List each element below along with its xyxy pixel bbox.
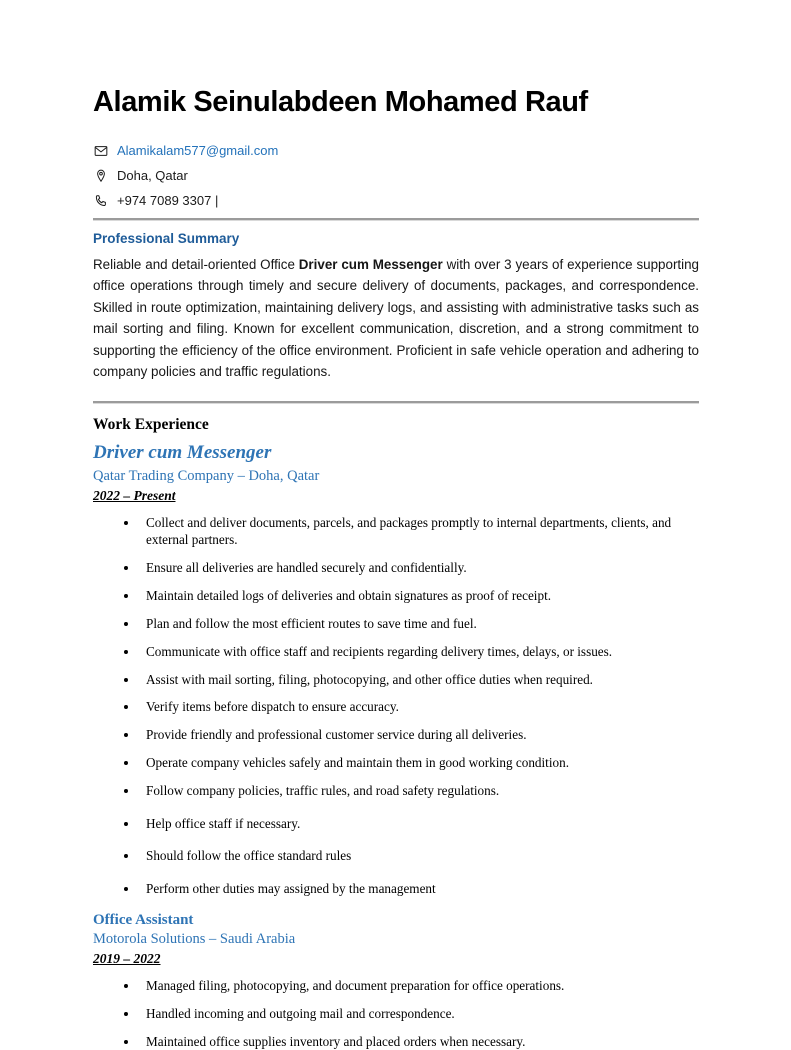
location-text: Doha, Qatar xyxy=(117,168,188,183)
bullet-item: • Communicate with office staff and recipients regarding delivery times, delays, or issues. xyxy=(139,643,699,661)
bullet-item: • Handled incoming and outgoing mail and correspondence. xyxy=(139,1005,699,1023)
job-entry-office-assistant xyxy=(93,912,699,1050)
job-entry-driver-cum-messenger xyxy=(93,442,699,898)
bullet-item: • Verify items before dispatch to ensure accuracy. xyxy=(139,698,699,716)
job-bullet-list xyxy=(93,977,699,1050)
email-icon xyxy=(93,143,108,158)
bullet-item: • Help office staff if necessary. xyxy=(139,815,699,833)
bullet-item: • Operate company vehicles safely and maintain them in good working condition. xyxy=(139,754,699,772)
bullet-item: • Collect and deliver documents, parcels, and packages promptly to internal departments, clients, and external partners. xyxy=(139,514,699,550)
bullet-item: • Maintain detailed logs of deliveries and obtain signatures as proof of receipt. xyxy=(139,587,699,605)
contact-block xyxy=(93,143,699,208)
job-dates: 2019 – 2022 xyxy=(93,951,161,966)
bullet-item: • Plan and follow the most efficient routes to save time and fuel. xyxy=(139,615,699,633)
job-title: Driver cum Messenger xyxy=(93,441,272,463)
contact-location-line xyxy=(93,168,699,183)
job-company: Motorola Solutions – Saudi Arabia xyxy=(93,931,296,947)
job-bullet-list xyxy=(93,514,699,898)
section-divider-top xyxy=(93,218,699,221)
contact-email-line xyxy=(93,143,699,158)
bullet-item: • Provide friendly and professional customer service during all deliveries. xyxy=(139,726,699,744)
bullet-item: • Follow company policies, traffic rules, and road safety regulations. xyxy=(139,782,699,800)
job-company: Qatar Trading Company – Doha, Qatar xyxy=(93,467,320,484)
bullet-item: • Managed filing, photocopying, and document preparation for office operations. xyxy=(139,977,699,995)
job-dates: 2022 – Present xyxy=(93,487,176,503)
bullet-item: • Maintained office supplies inventory and placed orders when necessary. xyxy=(139,1033,699,1050)
bullet-item: • Assist with mail sorting, filing, photocopying, and other office duties when required. xyxy=(139,671,699,689)
location-icon xyxy=(93,168,108,183)
bullet-item: • Perform other duties may assigned by the management xyxy=(139,880,699,898)
summary-text-after: with over 3 years of experience supporting office operations through timely and secure delivery of documents, packages, and correspondence. Skilled in route optimization, maintaining delivery logs, and assisting with administrative tasks such as mail sorting and filing. Known for excellent communication, discretion, and a strong commitment to supporting the efficiency of the office environment. Proficient in safe vehicle operation and adhering to company policies and traffic regulations. xyxy=(93,257,699,380)
summary-heading: Professional Summary xyxy=(93,231,240,246)
resume-name: Alamik Seinulabdeen Mohamed Rauf xyxy=(93,86,588,118)
email-link[interactable]: Alamikalam577@gmail.com xyxy=(117,143,279,158)
work-experience-heading: Work Experience xyxy=(93,415,209,433)
summary-paragraph xyxy=(93,254,699,383)
job-title: Office Assistant xyxy=(93,912,194,928)
contact-phone-line xyxy=(93,193,699,208)
summary-text-before: Reliable and detail-oriented Office xyxy=(93,257,299,272)
bullet-item: • Should follow the office standard rules xyxy=(139,847,699,865)
phone-icon xyxy=(93,193,108,208)
bullet-item: • Ensure all deliveries are handled securely and confidentially. xyxy=(139,559,699,577)
section-divider-work xyxy=(93,401,699,404)
phone-text: +974 7089 3307 | xyxy=(117,193,219,208)
summary-bold-phrase: Driver cum Messenger xyxy=(298,257,443,272)
